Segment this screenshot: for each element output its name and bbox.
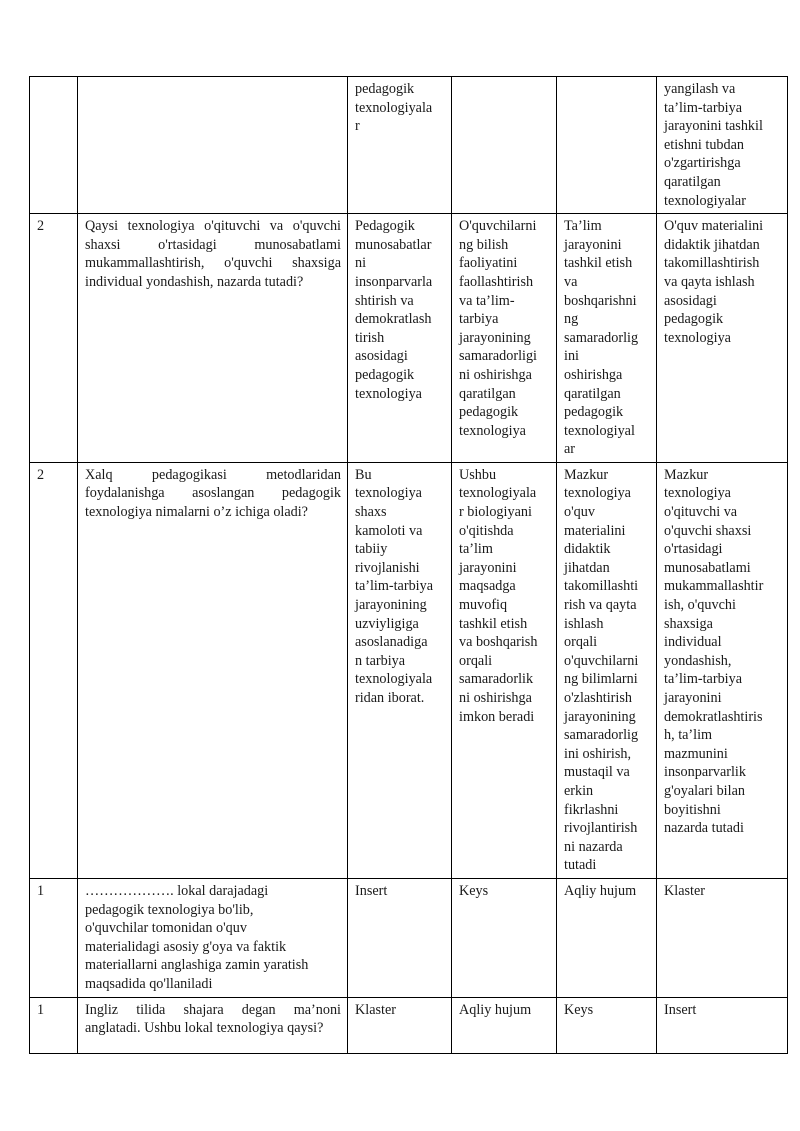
table-row bbox=[30, 77, 788, 214]
answer-option-c: Ta’lim jarayonini tashkil etish va boshqarishni ng samaradorlig ini oshirishga qaratilgan pedagogik texnologiyal ar bbox=[557, 214, 657, 463]
answer-option-c bbox=[557, 77, 657, 214]
question-number: 1 bbox=[30, 878, 78, 997]
answer-option-d: Mazkur texnologiya o'qituvchi va o'quvchi shaxsi o'rtasidagi munosabatlami mukammallashtir ish, o'quvchi shaxsiga individual yondashish, ta’lim-tarbiya jarayonini demokratlashtiris h, ta’lim mazmunini insonparvarlik g'oyalari bilan boyitishni nazarda tutadi bbox=[657, 462, 788, 878]
answer-option-a: Pedagogik munosabatlar ni insonparvarla shtirish va demokratlash tirish asosidagi pedagogik texnologiya bbox=[348, 214, 452, 463]
question-text: Qaysi texnologiya o'qituvchi va o'quvchi shaxsi o'rtasidagi munosabatlami mukammallashtirish, o'quvchi shaxsiga individual yondashish, nazarda tutadi? bbox=[78, 214, 348, 463]
table-row bbox=[30, 214, 788, 463]
question-text bbox=[78, 77, 348, 214]
table-row bbox=[30, 462, 788, 878]
answer-option-a: Bu texnologiya shaxs kamoloti va tabiiy rivojlanishi ta’lim-tarbiya jarayonining uzviyligiga asoslanadiga n tarbiya texnologiyala ridan iborat. bbox=[348, 462, 452, 878]
answer-option-d: Klaster bbox=[657, 878, 788, 997]
answer-option-b: Ushbu texnologiyala r biologiyani o'qitishda ta’lim jarayonini maqsadga muvofiq tashkil etish va boshqarish orqali samaradorlik ni oshirishga imkon beradi bbox=[452, 462, 557, 878]
question-number bbox=[30, 77, 78, 214]
answer-option-b: Aqliy hujum bbox=[452, 997, 557, 1053]
answer-option-a: pedagogik texnologiyala r bbox=[348, 77, 452, 214]
question-text: Ingliz tilida shajara degan ma’noni anglatadi. Ushbu lokal texnologiya qaysi? bbox=[78, 997, 348, 1053]
question-number: 1 bbox=[30, 997, 78, 1053]
question-text: Xalq pedagogikasi metodlaridan foydalanishga asoslangan pedagogik texnologiya nimalarni o’z ichiga oladi? bbox=[78, 462, 348, 878]
answer-option-a: Insert bbox=[348, 878, 452, 997]
answer-option-b: O'quvchilarni ng bilish faoliyatini faollashtirish va ta’lim- tarbiya jarayonining samaradorligi ni oshirishga qaratilgan pedagogik texnologiya bbox=[452, 214, 557, 463]
answer-option-a: Klaster bbox=[348, 997, 452, 1053]
answer-option-c: Aqliy hujum bbox=[557, 878, 657, 997]
question-text: ………………. lokal darajadagi pedagogik texnologiya bo'lib, o'quvchilar tomonidan o'quv materialidagi asosiy g'oya va faktik materiallarni anglashiga zamin yaratish maqsadida qo'llaniladi bbox=[78, 878, 348, 997]
answer-option-b bbox=[452, 77, 557, 214]
question-number: 2 bbox=[30, 462, 78, 878]
answer-option-b: Keys bbox=[452, 878, 557, 997]
questions-table bbox=[29, 76, 788, 1054]
answer-option-d: Insert bbox=[657, 997, 788, 1053]
answer-option-c: Keys bbox=[557, 997, 657, 1053]
answer-option-d: yangilash va ta’lim-tarbiya jarayonini tashkil etishni tubdan o'zgartirishga qaratilgan texnologiyalar bbox=[657, 77, 788, 214]
table-row bbox=[30, 878, 788, 997]
question-number: 2 bbox=[30, 214, 78, 463]
answer-option-d: O'quv materialini didaktik jihatdan takomillashtirish va qayta ishlash asosidagi pedagogik texnologiya bbox=[657, 214, 788, 463]
table-row bbox=[30, 997, 788, 1053]
answer-option-c: Mazkur texnologiya o'quv materialini didaktik jihatdan takomillashti rish va qayta ishlash orqali o'quvchilarni ng bilimlarni o'zlashtirish jarayonining samaradorlig ini oshirish, mustaqil va erkin fikrlashni rivojlantirish ni nazarda tutadi bbox=[557, 462, 657, 878]
